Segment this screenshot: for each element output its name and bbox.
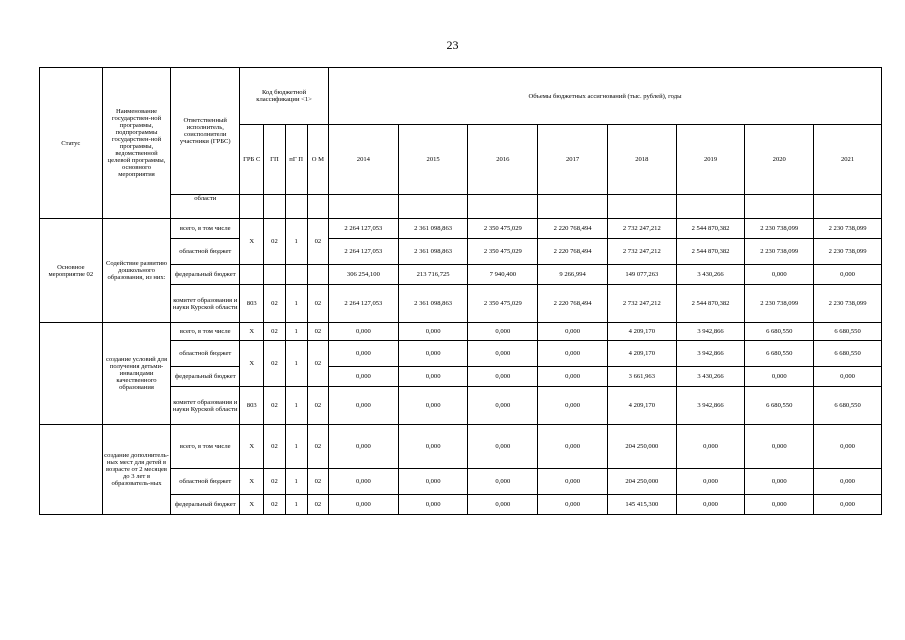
value-cell: 0,000 — [329, 425, 399, 469]
value-cell: 2 220 768,494 — [538, 219, 608, 239]
program-name-cell: создание дополнитель-ных мест для детей в возрасте от 2 месяцев до 3 лет в образователь-ных — [102, 425, 171, 515]
header-year: 2021 — [814, 125, 882, 195]
value-cell: 3 942,866 — [676, 341, 745, 367]
code-om-cell: 02 — [307, 219, 328, 265]
value-cell: 0,000 — [538, 341, 608, 367]
responsible-cell: всего, в том числе — [171, 425, 240, 469]
value-cell: 2 264 127,053 — [329, 219, 399, 239]
header-responsible: Ответственный исполнитель, соисполнители участники (ГРБС) — [171, 68, 240, 195]
code-grbs-cell: 803 — [240, 285, 264, 323]
value-cell: 3 430,266 — [676, 265, 745, 285]
value-cell: 2 361 098,863 — [398, 219, 468, 239]
code-grbs-cell: Х — [240, 469, 264, 495]
value-cell: 9 266,994 — [538, 265, 608, 285]
code-pgp-cell: 1 — [285, 219, 307, 265]
value-cell: 2 230 738,099 — [745, 219, 814, 239]
empty-cell — [676, 195, 745, 219]
responsible-cell: комитет образования и науки Курской области — [171, 387, 240, 425]
value-cell: 6 680,550 — [814, 323, 882, 341]
program-name-cell: Содействие развитию дошкольного образования, из них: — [102, 219, 171, 323]
status-cell: Основное мероприятие 02 — [40, 219, 103, 323]
value-cell: 3 661,963 — [607, 367, 676, 387]
value-cell: 2 732 247,212 — [607, 219, 676, 239]
code-gp-cell: 02 — [264, 323, 285, 341]
header-pgp: пГ П — [285, 125, 307, 195]
code-gp-cell: 02 — [264, 425, 285, 469]
value-cell: 2 732 247,212 — [607, 239, 676, 265]
value-cell: 0,000 — [468, 323, 538, 341]
code-gp-cell: 02 — [264, 341, 285, 387]
header-year: 2019 — [676, 125, 745, 195]
empty-cell — [307, 265, 328, 285]
header-year: 2016 — [468, 125, 538, 195]
empty-cell — [607, 195, 676, 219]
value-cell: 2 544 870,382 — [676, 239, 745, 265]
value-cell: 0,000 — [814, 425, 882, 469]
responsible-cell: всего, в том числе — [171, 219, 240, 239]
value-cell: 0,000 — [468, 425, 538, 469]
value-cell: 2 220 768,494 — [538, 285, 608, 323]
table-row — [40, 219, 882, 239]
value-cell: 0,000 — [538, 387, 608, 425]
header-row-1 — [40, 68, 882, 125]
value-cell: 0,000 — [468, 387, 538, 425]
value-cell: 7 940,400 — [468, 265, 538, 285]
value-cell: 2 230 738,099 — [745, 285, 814, 323]
value-cell: 2 264 127,053 — [329, 239, 399, 265]
empty-cell — [264, 265, 285, 285]
value-cell: 2 230 738,099 — [814, 239, 882, 265]
value-cell: 0,000 — [329, 469, 399, 495]
code-grbs-cell: Х — [240, 323, 264, 341]
value-cell: 4 209,170 — [607, 323, 676, 341]
program-name-cell: создание условий для получения детьми-инвалидами качественного образования — [102, 323, 171, 425]
header-year: 2018 — [607, 125, 676, 195]
empty-cell — [398, 195, 468, 219]
value-cell: 6 680,550 — [745, 323, 814, 341]
value-cell: 0,000 — [814, 469, 882, 495]
code-gp-cell: 02 — [264, 469, 285, 495]
status-cell — [40, 323, 103, 425]
value-cell: 0,000 — [398, 425, 468, 469]
value-cell: 0,000 — [745, 469, 814, 495]
header-status: Статус — [40, 68, 103, 219]
code-gp-cell: 02 — [264, 387, 285, 425]
value-cell: 0,000 — [398, 367, 468, 387]
empty-cell — [285, 265, 307, 285]
responsible-cell: областной бюджет — [171, 469, 240, 495]
code-om-cell: 02 — [307, 323, 328, 341]
code-grbs-cell: Х — [240, 341, 264, 387]
empty-cell — [285, 195, 307, 219]
empty-cell — [814, 195, 882, 219]
code-om-cell: 02 — [307, 495, 328, 515]
code-pgp-cell: 1 — [285, 469, 307, 495]
value-cell: 3 430,266 — [676, 367, 745, 387]
value-cell: 2 544 870,382 — [676, 219, 745, 239]
header-year: 2015 — [398, 125, 468, 195]
value-cell: 0,000 — [745, 367, 814, 387]
value-cell: 0,000 — [538, 367, 608, 387]
code-pgp-cell: 1 — [285, 387, 307, 425]
empty-cell — [307, 195, 328, 219]
page-number: 23 — [446, 38, 459, 52]
value-cell: 2 350 475,029 — [468, 219, 538, 239]
code-grbs-cell: Х — [240, 219, 264, 265]
header-grbs: ГРБ С — [240, 125, 264, 195]
header-om: О М — [307, 125, 328, 195]
code-gp-cell: 02 — [264, 495, 285, 515]
value-cell: 0,000 — [329, 387, 399, 425]
responsible-cell: федеральный бюджет — [171, 495, 240, 515]
code-pgp-cell: 1 — [285, 285, 307, 323]
responsible-cell: комитет образования и науки Курской области — [171, 285, 240, 323]
value-cell: 6 680,550 — [814, 341, 882, 367]
table-row — [40, 425, 882, 469]
code-gp-cell: 02 — [264, 285, 285, 323]
empty-cell — [468, 195, 538, 219]
value-cell: 6 680,550 — [745, 387, 814, 425]
value-cell: 0,000 — [676, 425, 745, 469]
value-cell: 2 264 127,053 — [329, 285, 399, 323]
empty-cell — [264, 195, 285, 219]
value-cell: 2 230 738,099 — [814, 285, 882, 323]
value-cell: 6 680,550 — [745, 341, 814, 367]
value-cell: 0,000 — [745, 495, 814, 515]
value-cell: 0,000 — [538, 469, 608, 495]
code-om-cell: 02 — [307, 469, 328, 495]
value-cell: 0,000 — [814, 495, 882, 515]
value-cell: 0,000 — [468, 341, 538, 367]
header-year: 2020 — [745, 125, 814, 195]
code-om-cell: 02 — [307, 425, 328, 469]
value-cell: 0,000 — [745, 265, 814, 285]
value-cell: 0,000 — [538, 425, 608, 469]
code-pgp-cell: 1 — [285, 341, 307, 387]
code-om-cell: 02 — [307, 285, 328, 323]
status-cell — [40, 425, 103, 515]
value-cell: 2 361 098,863 — [398, 285, 468, 323]
value-cell: 0,000 — [398, 341, 468, 367]
value-cell: 4 209,170 — [607, 341, 676, 367]
value-cell: 2 350 475,029 — [468, 285, 538, 323]
value-cell: 0,000 — [398, 469, 468, 495]
code-om-cell: 02 — [307, 387, 328, 425]
empty-cell — [538, 195, 608, 219]
code-grbs-cell: Х — [240, 495, 264, 515]
value-cell: 204 250,000 — [607, 425, 676, 469]
value-cell: 2 544 870,382 — [676, 285, 745, 323]
value-cell: 2 220 768,494 — [538, 239, 608, 265]
value-cell: 0,000 — [468, 367, 538, 387]
value-cell: 0,000 — [676, 495, 745, 515]
value-cell: 4 209,170 — [607, 387, 676, 425]
table-row — [40, 323, 882, 341]
header-oblasti: области — [171, 195, 240, 219]
value-cell: 204 250,000 — [607, 469, 676, 495]
value-cell: 2 361 098,863 — [398, 239, 468, 265]
code-pgp-cell: 1 — [285, 495, 307, 515]
value-cell: 145 415,300 — [607, 495, 676, 515]
value-cell: 2 732 247,212 — [607, 285, 676, 323]
responsible-cell: областной бюджет — [171, 341, 240, 367]
header-volumes: Объемы бюджетных ассигнований (тыс. рублей), годы — [329, 68, 882, 125]
value-cell: 0,000 — [329, 495, 399, 515]
value-cell: 0,000 — [814, 265, 882, 285]
value-cell: 3 942,866 — [676, 323, 745, 341]
responsible-cell: всего, в том числе — [171, 323, 240, 341]
value-cell: 0,000 — [329, 341, 399, 367]
value-cell: 6 680,550 — [814, 387, 882, 425]
value-cell: 2 230 738,099 — [745, 239, 814, 265]
empty-cell — [240, 195, 264, 219]
code-grbs-cell: Х — [240, 425, 264, 469]
empty-cell — [745, 195, 814, 219]
responsible-cell: областной бюджет — [171, 239, 240, 265]
responsible-cell: федеральный бюджет — [171, 367, 240, 387]
value-cell: 213 716,725 — [398, 265, 468, 285]
value-cell: 2 230 738,099 — [814, 219, 882, 239]
value-cell: 149 077,263 — [607, 265, 676, 285]
header-program-name: Наименование государствен-ной программы, подпрограммы государствен-ной программы, ведомственной целевой программы, основного мероприятия — [102, 68, 171, 219]
value-cell: 0,000 — [745, 425, 814, 469]
value-cell: 0,000 — [398, 387, 468, 425]
empty-cell — [329, 195, 399, 219]
code-pgp-cell: 1 — [285, 425, 307, 469]
code-pgp-cell: 1 — [285, 323, 307, 341]
code-om-cell: 02 — [307, 341, 328, 387]
budget-table — [39, 67, 882, 515]
responsible-cell: федеральный бюджет — [171, 265, 240, 285]
header-year: 2014 — [329, 125, 399, 195]
header-budget-code: Код бюджетной классификации <1> — [240, 68, 329, 125]
value-cell: 0,000 — [468, 495, 538, 515]
code-gp-cell: 02 — [264, 219, 285, 265]
value-cell: 0,000 — [468, 469, 538, 495]
value-cell: 0,000 — [538, 495, 608, 515]
value-cell: 0,000 — [398, 323, 468, 341]
value-cell: 3 942,866 — [676, 387, 745, 425]
empty-cell — [240, 265, 264, 285]
value-cell: 0,000 — [398, 495, 468, 515]
value-cell: 0,000 — [814, 367, 882, 387]
value-cell: 0,000 — [329, 367, 399, 387]
value-cell: 0,000 — [538, 323, 608, 341]
value-cell: 0,000 — [329, 323, 399, 341]
header-year: 2017 — [538, 125, 608, 195]
value-cell: 0,000 — [676, 469, 745, 495]
value-cell: 306 254,100 — [329, 265, 399, 285]
code-grbs-cell: 803 — [240, 387, 264, 425]
value-cell: 2 350 475,029 — [468, 239, 538, 265]
header-gp: ГП — [264, 125, 285, 195]
